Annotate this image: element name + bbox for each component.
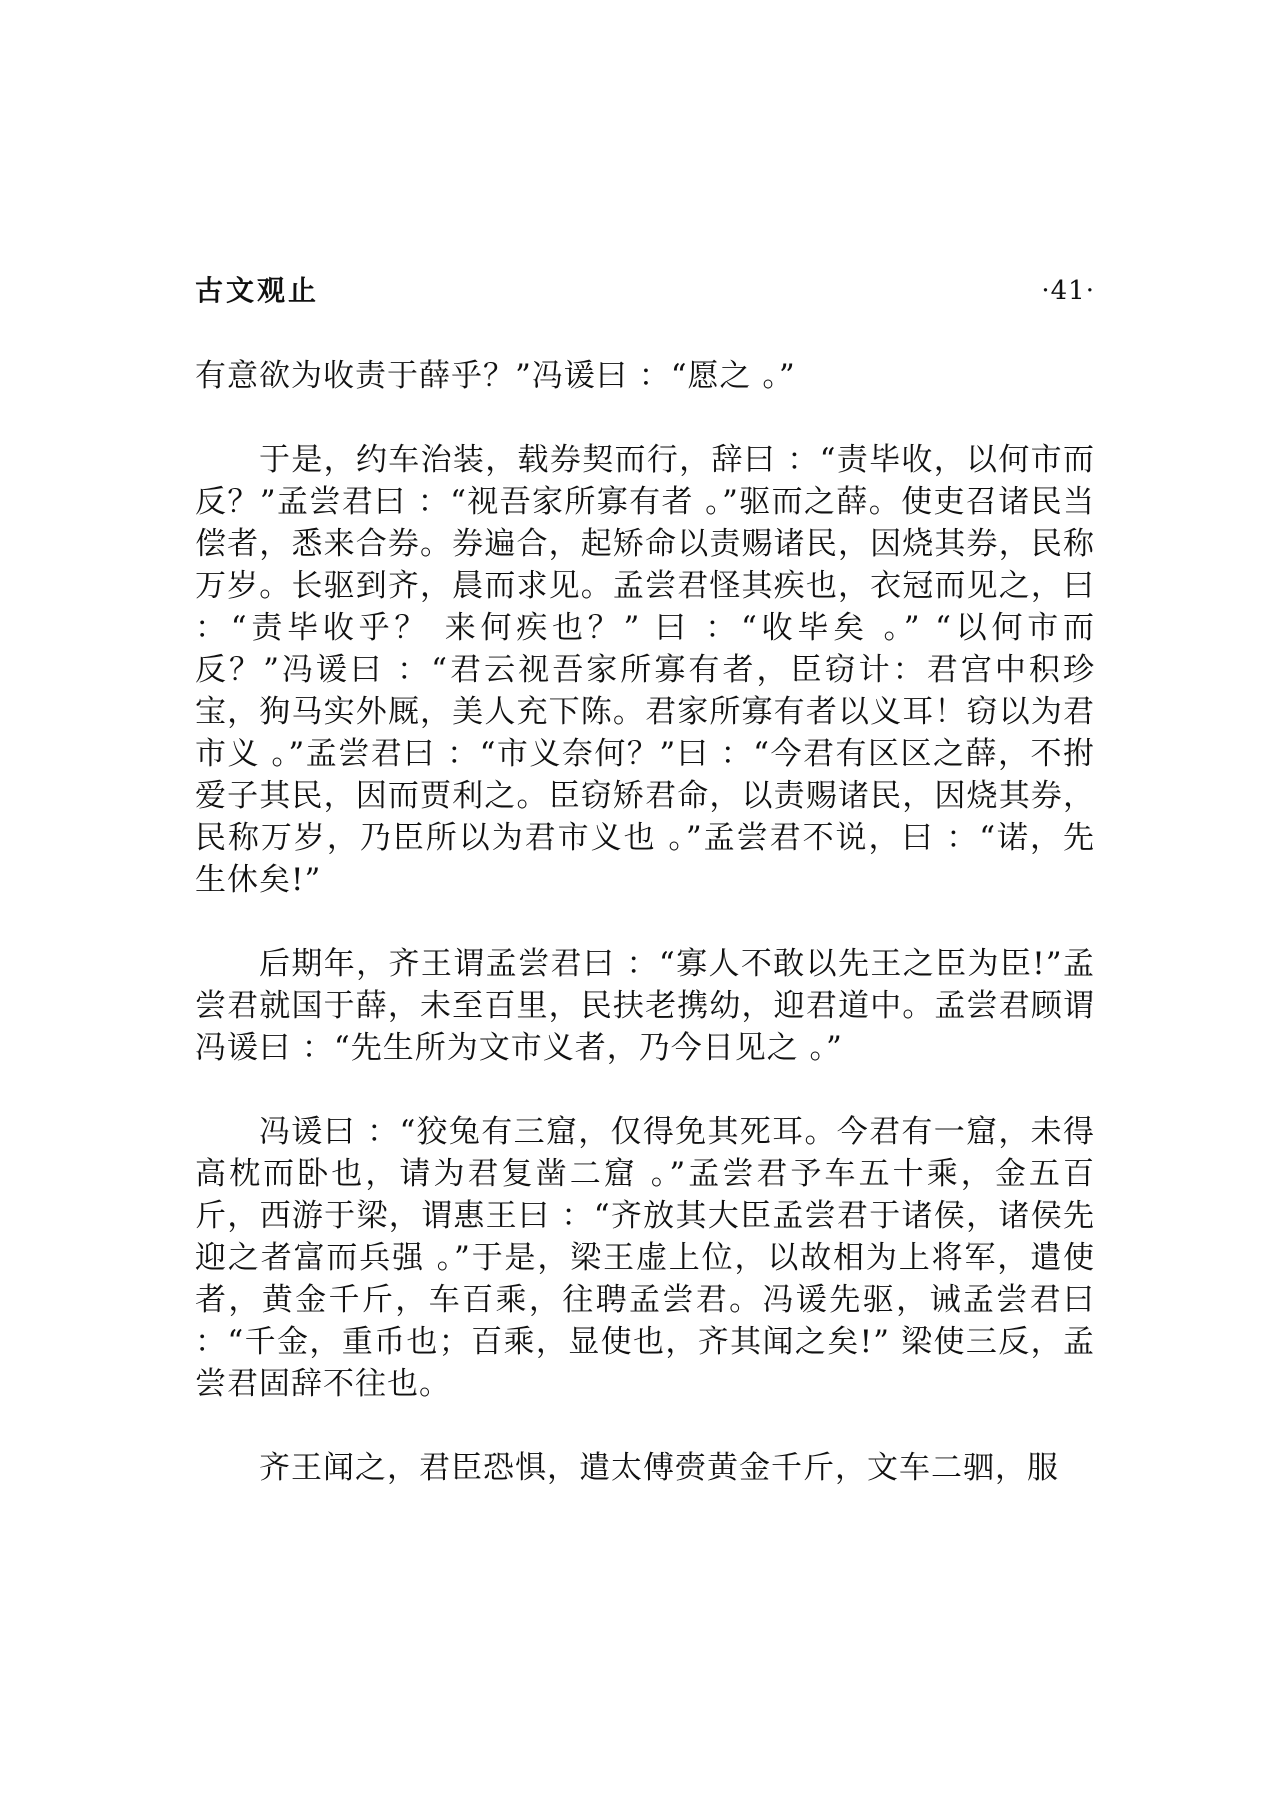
page-number: ·41·	[1041, 276, 1095, 306]
paragraph: 有意欲为收责于薛乎？”冯谖曰 ：“愿之 。”	[195, 358, 796, 394]
paragraph: 后期年，齐王谓孟尝君曰 ：“寡人不敢以先王之臣为臣!”孟尝君就国于薛，未至百里，民扶老携幼，迎君道中。孟尝君顾谓冯谖曰 ：“先生所为文市义者，乃今日见之 。”	[195, 946, 1095, 1066]
running-header	[195, 268, 1095, 314]
paragraph: 冯谖曰 ：“狡兔有三窟，仅得免其死耳。今君有一窟，未得高枕而卧也，请为君复凿二窟 。”孟尝君予车五十乘，金五百斤，西游于梁，谓惠王曰 ：“齐放其大臣孟尝君于诸侯，诸侯先迎之者富而兵强 。”于是，梁王虚上位，以故相为上将军，遣使者，黄金千斤，车百乘，往聘孟尝君。冯谖先驱，诫孟尝君曰 ：“千金，重币也；百乘，显使也，齐其闻之矣!” 梁使三反，孟尝君固辞不往也。	[195, 1114, 1095, 1402]
paragraph: 齐王闻之，君臣恐惧，遣太傅赍黄金千斤，文车二驷，服	[259, 1450, 1059, 1486]
book-title: 古文观止	[195, 274, 320, 307]
body-text	[195, 355, 1095, 1531]
paragraph: 于是，约车治装，载券契而行，辞曰 ：“责毕收，以何市而反？”孟尝君曰 ：“视吾家所寡有者 。”驱而之薛。使吏召诸民当偿者，悉来合券。券遍合，起矫命以责赐诸民，因烧其券，民称万岁。长驱到齐，晨而求见。孟尝君怪其疾也，衣冠而见之，曰 ：“责毕收乎？ 来何疾也？” 曰 ：“收毕矣 。” “以何市而反？”冯谖曰 ：“君云视吾家所寡有者，臣窃计：君宫中积珍宝，狗马实外厩，美人充下陈。君家所寡有者以义耳！窃以为君市义 。”孟尝君曰 ：“市义奈何？”曰 ：“今君有区区之薛，不拊爱子其民，因而贾利之。臣窃矫君命，以责赐诸民，因烧其券，民称万岁，乃臣所以为君市义也 。”孟尝君不说，曰 ：“诺，先生休矣!”	[195, 442, 1095, 898]
